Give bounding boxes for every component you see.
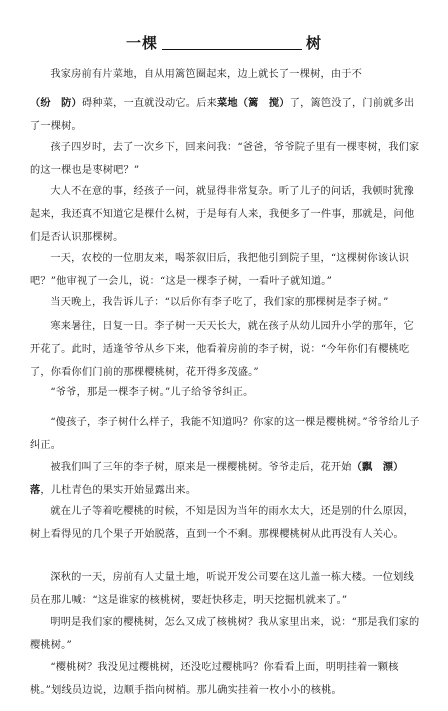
paragraph-4 [30, 180, 422, 249]
choice-huang: 菜地（篱 搅） [216, 98, 290, 109]
paragraph-14 [30, 656, 422, 702]
paragraph-12 [30, 566, 422, 612]
paragraph-3 [30, 136, 422, 182]
paragraph-11 [30, 500, 422, 546]
paragraph-10-text-post: ，儿杜青色的果实开始显露出来。 [40, 485, 197, 496]
paragraph-9 [30, 411, 422, 457]
choice-fang: （纷 防） [30, 98, 82, 109]
paragraph-2-text-post: 了，篱笆没了，门前就多出了一棵树。 [30, 98, 415, 132]
paragraph-6-text: 当天晚上，我告诉儿子：“以后你有李子吃了，我们家的那棵树是李子树。” [50, 297, 389, 308]
paragraph-11-text: 就在儿子等着吃樱桃的时候，不知是因为当年的雨水太大，还是别的什么原因，树上看得见的几个果子开始脱落，直到一个不剩。那棵樱桃树从此再没有人关心。 [30, 506, 414, 540]
paragraph-10-text-pre: 被我们叫了三年的李子树，原来是一棵樱桃树。爷爷走后，花开始 [50, 462, 352, 473]
paragraph-3-text: 孩子四岁时，去了一次乡下，回来问我：“爸爸，爷爷院子里有一棵枣树，我们家的这一棵也是枣树吧？” [30, 142, 420, 176]
paragraph-5-text: 一天，农校的一位朋友来，喝茶叙旧后，我把他引到院子里，“这棵树你该认识吧？”他审视了一会儿，说：“这是一棵李子树，一看叶子就知道。” [30, 253, 409, 287]
title-blank-line [162, 35, 302, 50]
paragraph-7-text: 寒来暑往，日复一日。李子树一天天长大，就在孩子从幼儿园升小学的那年，它开花了。此时，适逢爷爷从乡下来，他看着房前的李子树，说：“今年你们有樱桃吃了，你看你们门前的那棵樱桃树，花开得多茂盛。” [30, 321, 414, 378]
paragraph-8 [30, 381, 422, 404]
paragraph-2-text-mid: 碍种菜，一直就没动它。后来 [81, 98, 217, 109]
paragraph-6 [30, 291, 422, 314]
paragraph-9-text: “傻孩子，李子树什么样子，我能不知道吗？你家的这一棵是樱桃树。”爷爷给儿子纠正。 [30, 417, 420, 451]
title-suffix: 树 [306, 34, 323, 52]
paragraph-12-text: 深秋的一天，房前有人丈量土地，听说开发公司要在这儿盖一栋大楼。一位划线员在那儿喊：“这是谁家的核桃树，要赶快移走，明天挖掘机就来了。” [30, 572, 414, 606]
paragraph-10 [30, 456, 422, 502]
paragraph-4-text: 大人不在意的事，经孩子一问，就显得非常复杂。听了儿子的问话，我顿时犹豫起来，我还真不知道它是棵什么树，于是每有人来，我便多了一件事，那就是，问他们是否认识那棵树。 [30, 186, 415, 243]
paragraph-1 [30, 63, 422, 86]
paragraph-13-text: 明明是我们家的樱桃树，怎么又成了核桃树？我从家里出来，说：“那是我们家的樱桃树。” [30, 617, 420, 651]
paragraph-5 [30, 247, 422, 293]
title-prefix: 一棵 [125, 34, 158, 52]
paragraph-7 [30, 315, 422, 384]
paragraph-2 [30, 92, 422, 138]
paragraph-14-text: “樱桃树？我没见过樱桃树，还没吃过樱桃吗？你看看上面，明明挂着一颗核桃。”划线员边说，边顺手指向树梢。那儿确实挂着一枚小小的核桃。 [30, 662, 399, 696]
paragraph-1-text: 我家房前有片菜地，自从用篱笆圈起来，边上就长了一棵树，由于不 [50, 69, 363, 80]
essay-title [0, 32, 448, 53]
choice-luo: 落 [30, 485, 41, 496]
paragraph-13 [30, 611, 422, 657]
choice-piao: （飘 漂） [351, 462, 404, 473]
paragraph-8-text: “爷爷，那是一棵李子树。”儿子给爷爷纠正。 [50, 387, 254, 398]
